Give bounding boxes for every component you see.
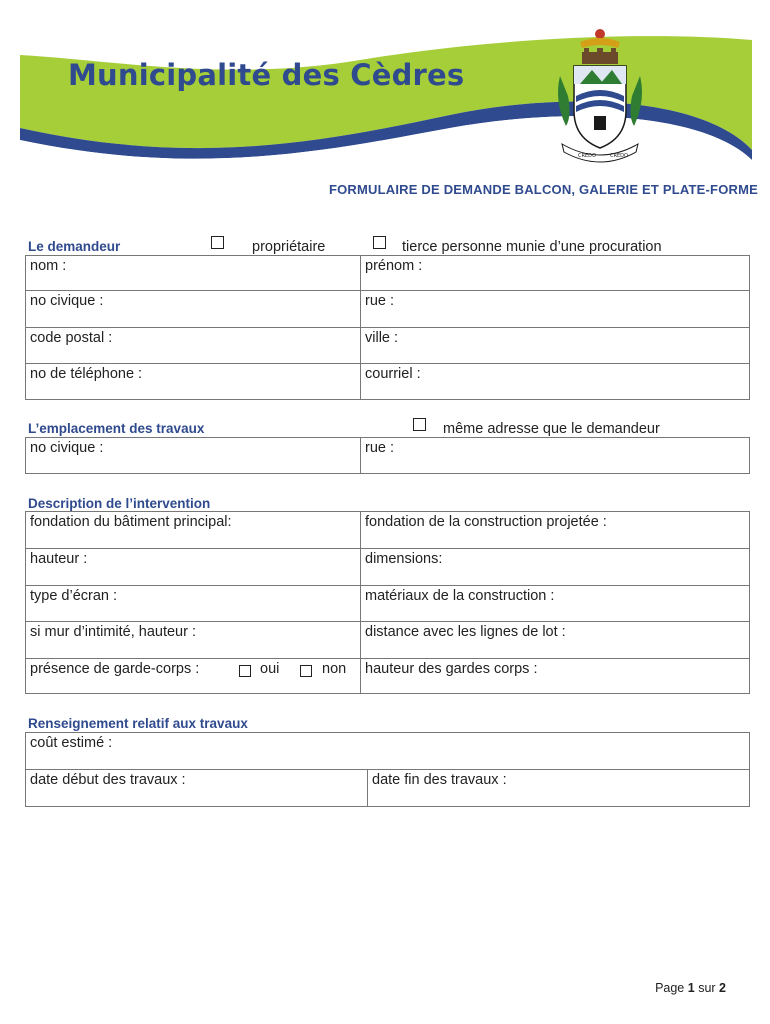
phone-field[interactable]: no de téléphone : — [26, 364, 361, 400]
svg-text:CREDO: CREDO — [610, 153, 628, 159]
travaux-table — [25, 732, 750, 807]
email-field[interactable]: courriel : — [361, 364, 750, 400]
section-heading-travaux: Renseignement relatif aux travaux — [28, 716, 248, 731]
page-word: Page — [655, 981, 685, 995]
same-address-checkbox[interactable] — [413, 418, 426, 431]
guardrail-height-field[interactable]: hauteur des gardes corps : — [361, 659, 750, 694]
organization-name: Municipalité des Cèdres — [68, 58, 465, 92]
page-number — [655, 981, 726, 995]
projected-foundation-field[interactable]: fondation de la construction projetée : — [361, 512, 750, 549]
guardrail-label: présence de garde-corps : — [30, 661, 200, 677]
city-field[interactable]: ville : — [361, 328, 750, 364]
section-heading-demandeur: Le demandeur — [28, 239, 121, 254]
demandeur-table — [25, 255, 750, 400]
description-table — [25, 511, 750, 694]
municipal-crest-logo — [552, 26, 648, 166]
materials-field[interactable]: matériaux de la construction : — [361, 586, 750, 622]
civic-number-field[interactable]: no civique : — [26, 291, 361, 328]
guardrail-no-checkbox[interactable] — [300, 665, 312, 677]
end-date-field[interactable]: date fin des travaux : — [368, 770, 750, 807]
height-field[interactable]: hauteur : — [26, 549, 361, 586]
prenom-field[interactable]: prénom : — [361, 256, 750, 291]
header-banner — [0, 0, 770, 190]
section-heading-emplacement: L’emplacement des travaux — [28, 421, 205, 436]
privacy-wall-height-field[interactable]: si mur d’intimité, hauteur : — [26, 622, 361, 659]
dimensions-field[interactable]: dimensions: — [361, 549, 750, 586]
lot-line-distance-field[interactable]: distance avec les lignes de lot : — [361, 622, 750, 659]
screen-type-field[interactable]: type d’écran : — [26, 586, 361, 622]
third-party-checkbox[interactable] — [373, 236, 386, 249]
street-field[interactable]: rue : — [361, 291, 750, 328]
estimated-cost-field[interactable]: coût estimé : — [26, 733, 750, 770]
page-current: 1 — [687, 981, 695, 995]
guardrail-yes-label: oui — [260, 661, 280, 677]
guardrail-field — [26, 659, 361, 694]
postal-code-field[interactable]: code postal : — [26, 328, 361, 364]
third-party-label: tierce personne munie d’une procuration — [402, 239, 662, 255]
owner-label: propriétaire — [252, 239, 326, 255]
emplacement-table — [25, 437, 750, 474]
work-street-field[interactable]: rue : — [361, 438, 750, 474]
main-foundation-field[interactable]: fondation du bâtiment principal: — [26, 512, 361, 549]
page-sur-word: sur — [698, 981, 716, 995]
form-title: FORMULAIRE DE DEMANDE BALCON, GALERIE ET PLATE-FORME — [328, 182, 758, 197]
work-civic-number-field[interactable]: no civique : — [26, 438, 361, 474]
guardrail-no-label: non — [322, 661, 347, 677]
page-total: 2 — [719, 981, 726, 995]
same-address-label: même adresse que le demandeur — [443, 421, 660, 437]
nom-field[interactable]: nom : — [26, 256, 361, 291]
start-date-field[interactable]: date début des travaux : — [26, 770, 368, 807]
guardrail-yes-checkbox[interactable] — [239, 665, 251, 677]
section-heading-description: Description de l’intervention — [28, 496, 211, 511]
owner-checkbox[interactable] — [211, 236, 224, 249]
svg-text:CREDO: CREDO — [578, 153, 596, 159]
